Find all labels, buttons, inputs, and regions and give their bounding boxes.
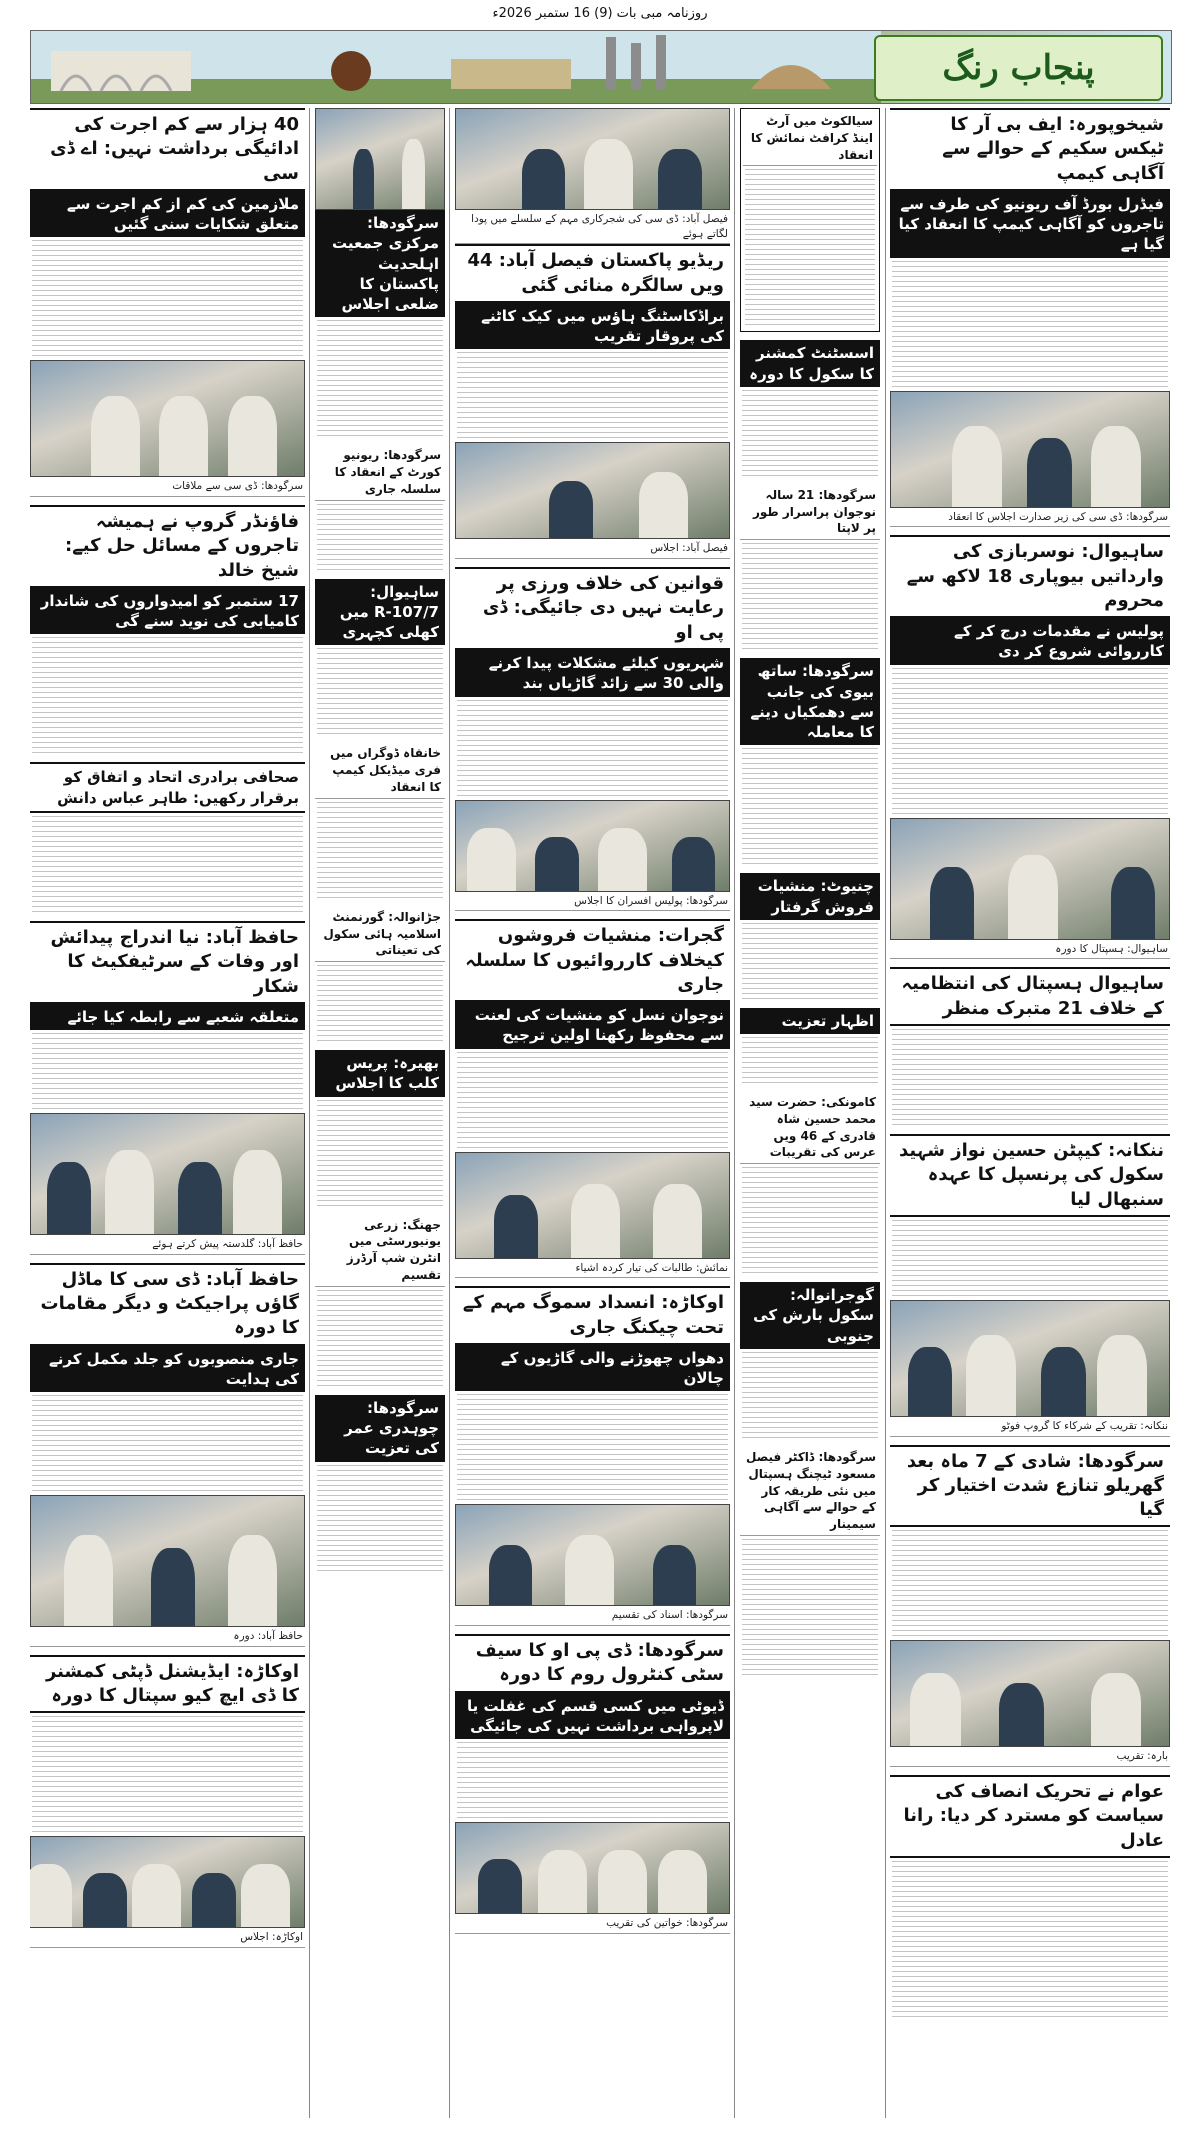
photo-caption: بارہ: تقریب bbox=[890, 1747, 1170, 1767]
photo-caption: سرگودھا: ڈی سی سے ملاقات bbox=[30, 477, 305, 497]
headline: جھنگ: زرعی یونیورسٹی میں انٹرن شپ آرڈرز تقسیم bbox=[315, 1215, 445, 1287]
story bbox=[315, 1215, 445, 1387]
dateline: روزنامہ مبی بات (9) 16 ستمبر 2026ء bbox=[492, 6, 708, 21]
subheadline: براڈکاسٹنگ ہاؤس میں کیک کاٹنے کی پروقار تقریب bbox=[455, 303, 730, 350]
headline: گوجرانوالہ: سکول بارش کی جنوبی bbox=[740, 1282, 880, 1349]
photo bbox=[30, 1113, 305, 1235]
headline: ساہیوال: 107/7-R میں کھلی کچہری bbox=[315, 579, 445, 646]
column-b bbox=[740, 108, 880, 2118]
banner-scene bbox=[31, 31, 881, 103]
subheadline: ملازمین کی کم از کم اجرت سے متعلق شکایات سنی گئیں bbox=[30, 191, 305, 238]
story bbox=[315, 907, 445, 1042]
headline: اوکاڑہ: ایڈیشنل ڈپٹی کمشنر کا ڈی ایچ کیو سپتال کا دورہ bbox=[30, 1655, 305, 1714]
photo-caption: نمائش: طالبات کی تیار کردہ اشیاء bbox=[455, 1259, 730, 1279]
column-a bbox=[890, 108, 1170, 2118]
column-c bbox=[455, 108, 730, 2118]
story bbox=[740, 873, 880, 1000]
story bbox=[740, 340, 880, 477]
story bbox=[455, 1634, 730, 1934]
story bbox=[455, 1286, 730, 1626]
headline: حافظ آباد: ڈی سی کا ماڈل گاؤں پراجیکٹ و دیگر مقامات کا دورہ bbox=[30, 1263, 305, 1346]
photo-caption: سرگودھا: اسناد کی تقسیم bbox=[455, 1606, 730, 1626]
headline: 40 ہزار سے کم اجرت کی ادائیگی برداشت نہیں: اے ڈی سی bbox=[30, 108, 305, 191]
headline: خانقاہ ڈوگراں میں فری میڈیکل کیمپ کا انعقاد bbox=[315, 743, 445, 798]
headline: بھیرہ: پریس کلب کا اجلاس bbox=[315, 1050, 445, 1097]
story bbox=[315, 445, 445, 570]
story bbox=[30, 921, 305, 1255]
headline: گجرات: منشیات فروشوں کیخلاف کارروائیوں کا سلسلہ جاری bbox=[455, 919, 730, 1002]
photo-caption: ننکانہ: تقریب کے شرکاء کا گروپ فوٹو bbox=[890, 1417, 1170, 1437]
photo bbox=[30, 1495, 305, 1627]
photo bbox=[30, 1836, 305, 1928]
story bbox=[315, 1050, 445, 1207]
photo-caption: فیصل آباد: اجلاس bbox=[455, 539, 730, 559]
story bbox=[890, 1775, 1170, 2018]
subheadline: 17 ستمبر کو امیدواروں کی شاندار کامیابی کی نوید سنے گی bbox=[30, 588, 305, 635]
photo-caption: حافظ آباد: گلدستہ پیش کرتے ہوئے bbox=[30, 1235, 305, 1255]
story bbox=[455, 244, 730, 559]
headline: کامونکی: حضرت سید محمد حسین شاہ قادری کے 46 ویں عرس کی تقریبات bbox=[740, 1092, 880, 1164]
headline: ریڈیو پاکستان فیصل آباد: 44 ویں سالگرہ منائی گئی bbox=[455, 244, 730, 303]
photo-caption: سرگودھا: پولیس افسران کا اجلاس bbox=[455, 892, 730, 912]
photo bbox=[890, 391, 1170, 508]
photo-caption: فیصل آباد: ڈی سی کی شجرکاری مہم کے سلسلے میں پودا لگاتے ہوئے bbox=[455, 210, 730, 244]
photo bbox=[315, 108, 445, 210]
photo bbox=[455, 1822, 730, 1914]
photo-caption: ساہیوال: ہسپتال کا دورہ bbox=[890, 940, 1170, 960]
story bbox=[890, 535, 1170, 959]
headline: سرگودھا: ریونیو کورٹ کے انعقاد کا سلسلہ جاری bbox=[315, 445, 445, 500]
headline: اسسٹنٹ کمشنر کا سکول کا دورہ bbox=[740, 340, 880, 387]
story bbox=[740, 108, 880, 332]
subheadline: ڈیوٹی میں کسی قسم کی غفلت یا لاپرواہی برداشت نہیں کی جائیگی bbox=[455, 1693, 730, 1740]
subheadline: پولیس نے مقدمات درج کر کے کارروائی شروع کر دی bbox=[890, 618, 1170, 665]
story bbox=[740, 485, 880, 650]
story bbox=[740, 658, 880, 865]
photo bbox=[455, 442, 730, 539]
subheadline: متعلقہ شعبے سے رابطہ کیا جائے bbox=[30, 1004, 305, 1030]
headline: چنیوٹ: منشیات فروش گرفتار bbox=[740, 873, 880, 920]
story bbox=[455, 919, 730, 1278]
story bbox=[740, 1092, 880, 1274]
headline: صحافی برادری اتحاد و اتفاق کو برقرار رکھیں: طاہر عباس دانش bbox=[30, 762, 305, 813]
story bbox=[30, 505, 305, 754]
subheadline: دھواں چھوڑنے والی گاڑیوں کے چالان bbox=[455, 1345, 730, 1392]
headline: عوام نے تحریک انصاف کی سیاست کو مسترد کر دیا: رانا عادل bbox=[890, 1775, 1170, 1858]
photo bbox=[455, 108, 730, 210]
headline: ساہیوال ہسپتال کی انتظامیہ کے خلاف 21 متبرک منظر bbox=[890, 967, 1170, 1026]
subheadline: فیڈرل بورڈ آف ریونیو کی طرف سے تاجروں کو آگاہی کیمپ کا انعقاد کیا گیا ہے bbox=[890, 191, 1170, 258]
headline: سیالکوٹ میں آرٹ اینڈ کرافٹ نمائش کا انعقاد bbox=[743, 111, 877, 166]
story bbox=[30, 1655, 305, 1948]
story bbox=[30, 1263, 305, 1647]
headline: سرگودھا: ساتھ بیوی کی جانب سے دھمکیاں دینے کا معاملہ bbox=[740, 658, 880, 745]
photo-caption: حافظ آباد: دورہ bbox=[30, 1627, 305, 1647]
headline: سرگودھا: شادی کے 7 ماہ بعد گھریلو تنازع شدت اختیار کر گیا bbox=[890, 1445, 1170, 1528]
story bbox=[890, 967, 1170, 1126]
story bbox=[890, 1134, 1170, 1437]
photo bbox=[890, 818, 1170, 940]
headline: سرگودھا: ڈاکٹر فیصل مسعود ٹیچنگ ہسپتال میں نئی طریقہ کار کے حوالے سے آگاہی سیمینار bbox=[740, 1447, 880, 1536]
subheadline: شہریوں کیلئے مشکلات پیدا کرنے والی 30 سے زائد گاڑیاں بند bbox=[455, 650, 730, 697]
headline: فاؤنڈر گروپ نے ہمیشہ تاجروں کے مسائل حل کیے: شیخ خالد bbox=[30, 505, 305, 588]
story bbox=[315, 1395, 445, 1572]
subheadline: نوجوان نسل کو منشیات کی لعنت سے محفوظ رکھنا اولین ترجیح bbox=[455, 1002, 730, 1049]
photo-caption: اوکاڑہ: اجلاس bbox=[30, 1928, 305, 1948]
story bbox=[315, 210, 445, 437]
photo bbox=[30, 360, 305, 477]
column-d bbox=[315, 108, 445, 2118]
photo bbox=[455, 800, 730, 892]
subheadline: جاری منصوبوں کو جلد مکمل کرنے کی ہدایت bbox=[30, 1346, 305, 1393]
headline: ساہیوال: نوسربازی کی وارداتیں بیوپاری 18 لاکھ سے محروم bbox=[890, 535, 1170, 618]
headline: ننکانہ: کیپٹن حسین نواز شہید سکول کی پرنسپل کا عہدہ سنبھال لیا bbox=[890, 1134, 1170, 1217]
story bbox=[315, 579, 445, 736]
story bbox=[740, 1282, 880, 1439]
column-e bbox=[30, 108, 305, 2118]
masthead-title: پنجاب رنگ bbox=[942, 48, 1095, 88]
headline: اوکاڑہ: انسداد سموگ مہم کے تحت چیکنگ جاری bbox=[455, 1286, 730, 1345]
headline: جڑانوالہ: گورنمنٹ اسلامیہ ہائی سکول کی تعیناتی bbox=[315, 907, 445, 962]
headline: سرگودھا: مرکزی جمعیت اہلحدیث پاکستان کا ضلعی اجلاس bbox=[315, 210, 445, 317]
photo-caption: سرگودھا: خواتین کی تقریب bbox=[455, 1914, 730, 1934]
story bbox=[890, 1445, 1170, 1768]
headline: اظہار تعزیت bbox=[740, 1008, 880, 1034]
photo bbox=[890, 1300, 1170, 1417]
headline: حافظ آباد: نیا اندراج پیدائش اور وفات کے سرٹیفکیٹ کا شکار bbox=[30, 921, 305, 1004]
masthead-logo bbox=[874, 35, 1163, 101]
photo bbox=[455, 1504, 730, 1606]
story bbox=[30, 108, 305, 497]
headline: سرگودھا: ڈی پی او کا سیف سٹی کنٹرول روم کا دورہ bbox=[455, 1634, 730, 1693]
story bbox=[740, 1008, 880, 1084]
story bbox=[315, 743, 445, 898]
story bbox=[890, 108, 1170, 527]
headline: سرگودھا: 21 سالہ نوجوان پراسرار طور پر لاپتا bbox=[740, 485, 880, 540]
photo bbox=[890, 1640, 1170, 1747]
story bbox=[30, 762, 305, 913]
headline: سرگودھا: چوہدری عمر کی تعزیت bbox=[315, 1395, 445, 1462]
headline: شیخوپورہ: ایف بی آر کا ٹیکس سکیم کے حوالے سے آگاہی کیمپ bbox=[890, 108, 1170, 191]
story bbox=[455, 567, 730, 911]
headline: قوانین کی خلاف ورزی پر رعایت نہیں دی جائیگی: ڈی پی او bbox=[455, 567, 730, 650]
story bbox=[740, 1447, 880, 1676]
photo-caption: سرگودھا: ڈی سی کی زیر صدارت اجلاس کا انعقاد bbox=[890, 508, 1170, 528]
masthead-banner bbox=[30, 30, 1172, 104]
photo bbox=[455, 1152, 730, 1259]
